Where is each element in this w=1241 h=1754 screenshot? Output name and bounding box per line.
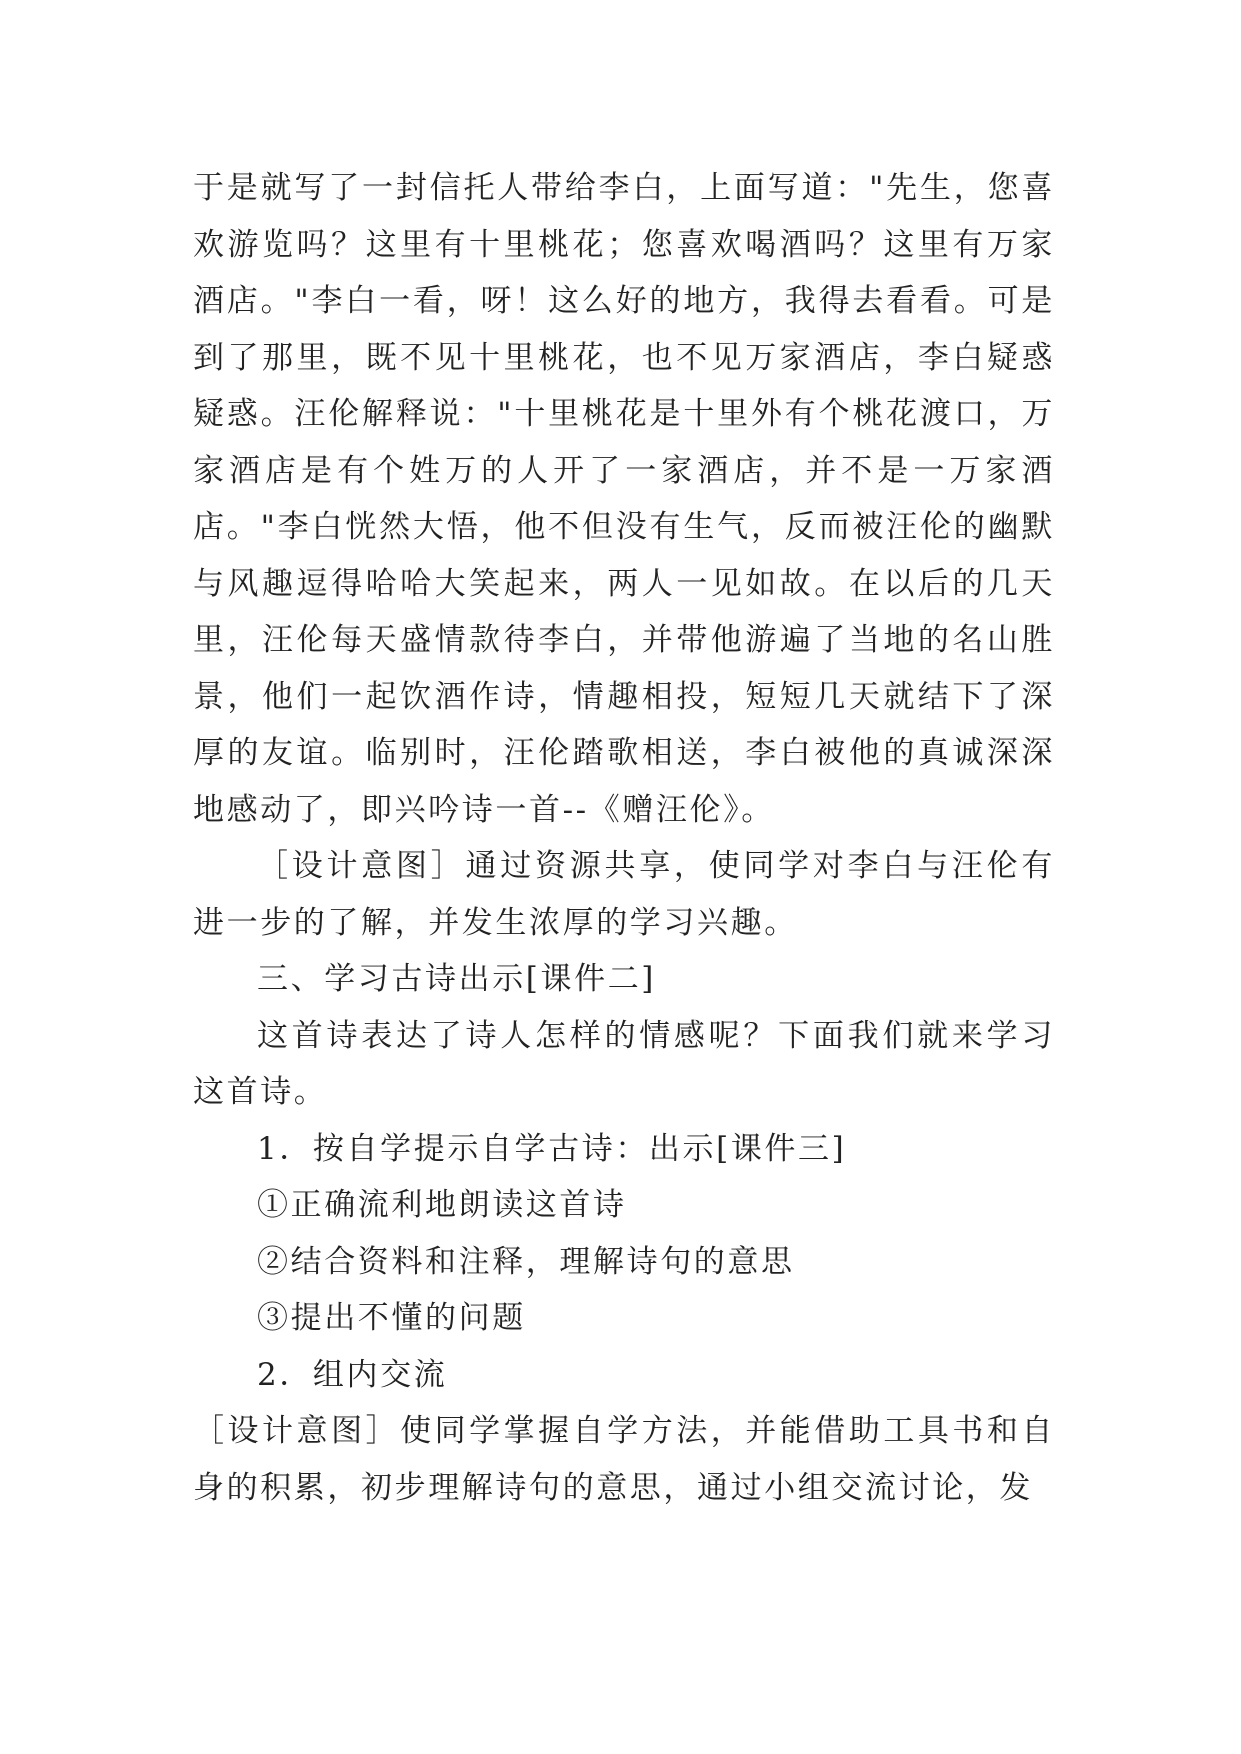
section-heading: 三、学习古诗出示[课件二] [257, 961, 656, 997]
step-2-item: 2．组内交流 [257, 1356, 448, 1393]
design-intent-paragraph-2: ［设计意图］使同学掌握自学方法，并能借助工具书和自身的积累，初步理解诗句的意思，通过小组交流讨论，发 [193, 1413, 1055, 1506]
story-paragraph: 于是就写了一封信托人带给李白，上面写道："先生，您喜欢游览吗？这里有十里桃花；您喜欢喝酒吗？这里有万家酒店。"李白一看，呀！这么好的地方，我得去看看。可是到了那里，既不见十里桃花，也不见万家酒店，李白疑惑疑惑。汪伦解释说："十里桃花是十里外有个桃花渡口，万家酒店是有个姓万的人开了一家酒店，并不是一万家酒店。"李白恍然大悟，他不但没有生气，反而被汪伦的幽默与风趣逗得哈哈大笑起来，两人一见如故。在以后的几天里，汪伦每天盛情款待李白，并带他游遍了当地的名山胜景，他们一起饮酒作诗，情趣相投，短短几天就结下了深厚的友谊。临别时，汪伦踏歌相送，李白被他的真诚深深地感动了，即兴吟诗一首--《赠汪伦》。 [193, 170, 1055, 828]
subitem-3: ③提出不懂的问题 [257, 1300, 526, 1336]
step-1-item: 1．按自学提示自学古诗：出示[课件三] [257, 1130, 847, 1167]
design-intent-paragraph: ［设计意图］通过资源共享，使同学对李白与汪伦有进一步的了解，并发生浓厚的学习兴趣。 [193, 848, 1055, 941]
document-body [193, 160, 1055, 1516]
subitem-2: ②结合资料和注释，理解诗句的意思 [257, 1243, 795, 1280]
subitem-1: ①正确流利地朗读这首诗 [257, 1187, 627, 1223]
intro-paragraph: 这首诗表达了诗人怎样的情感呢？下面我们就来学习这首诗。 [193, 1017, 1055, 1110]
